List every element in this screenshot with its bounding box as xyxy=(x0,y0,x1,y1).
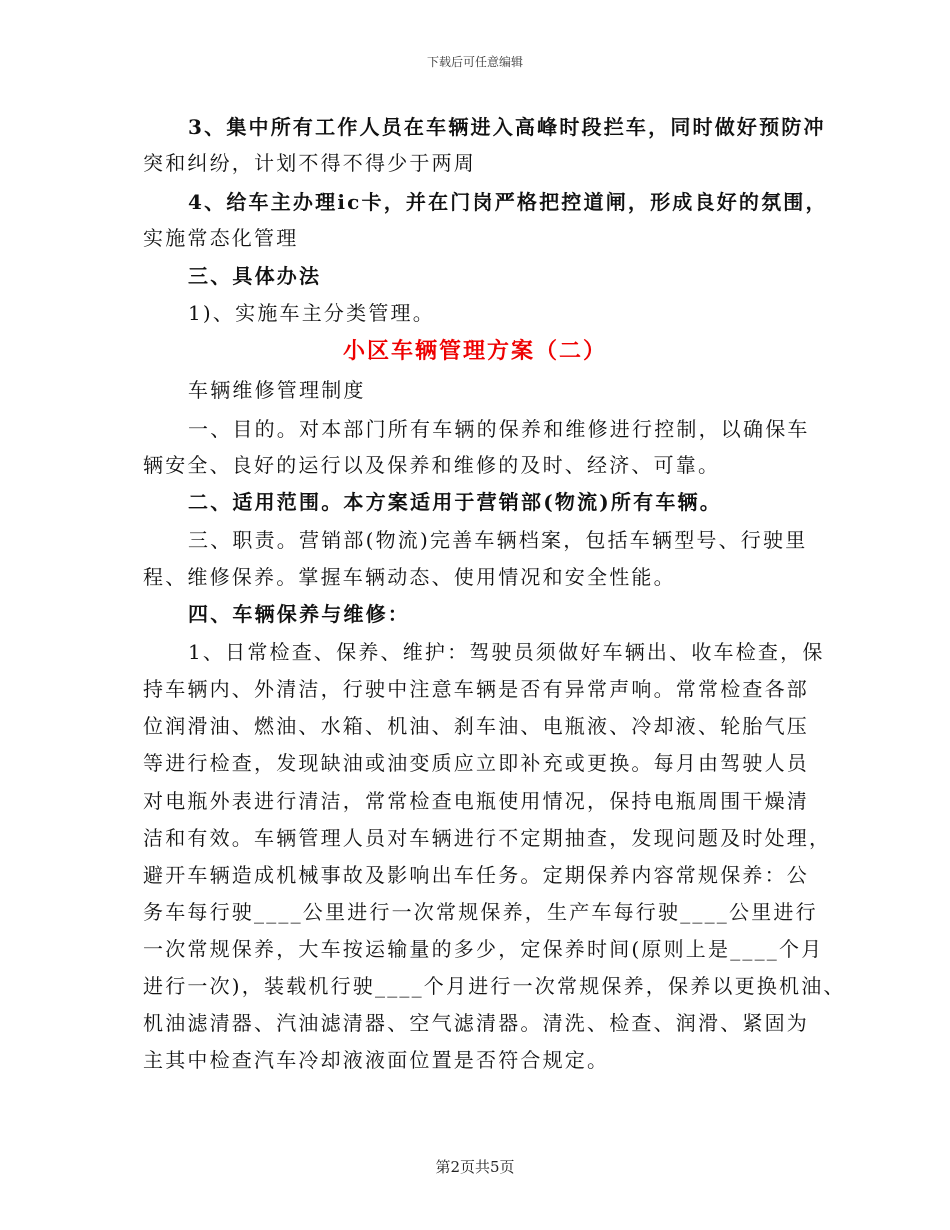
section-3-line-1: 三、职责。营销部(物流)完善车辆档案，包括车辆型号、行驶里 xyxy=(188,528,808,552)
document-title: 小区车辆管理方案（二） xyxy=(342,338,607,364)
para-4-line-2: 实施常态化管理 xyxy=(143,226,299,250)
section-4-line-6: 洁和有效。车辆管理人员对车辆进行不定期抽查，发现问题及时处理， xyxy=(143,826,832,850)
section-4-line-5: 对电瓶外表进行清洁，常常检查电瓶使用情况，保持电瓶周围干燥清 xyxy=(143,789,809,813)
section-4-line-9: 一次常规保养，大车按运输量的多少，定保养时间(原则上是____个月 xyxy=(143,937,824,961)
section-1-line-1: 一、目的。对本部门所有车辆的保养和维修进行控制，以确保车 xyxy=(188,417,810,441)
para-4-line-1: 4、给车主办理ic卡，并在门岗严格把控道闸，形成良好的氛围， xyxy=(188,190,828,214)
item-1: 1)、实施车主分类管理。 xyxy=(188,301,435,325)
subtitle: 车辆维修管理制度 xyxy=(188,378,366,402)
section-1-line-2: 辆安全、良好的运行以及保养和维修的及时、经济、可靠。 xyxy=(143,453,721,477)
section-4-line-10: 进行一次)，装载机行驶____个月进行一次常规保养，保养以更换机油、 xyxy=(143,974,846,998)
section-4-line-4: 等进行检查，发现缺油或油变质应立即补充或更换。每月由驾驶人员 xyxy=(143,751,809,775)
section-4-line-2: 持车辆内、外清洁，行驶中注意车辆是否有异常声响。常常检查各部 xyxy=(143,677,809,701)
section-2-line-1: 二、适用范围。本方案适用于营销部(物流)所有车辆。 xyxy=(188,490,722,514)
section-4-line-1: 1、日常检查、保养、维护：驾驶员须做好车辆出、收车检查，保 xyxy=(188,640,825,664)
section-4-line-12: 主其中检查汽车冷却液液面位置是否符合规定。 xyxy=(143,1048,610,1072)
section-4-line-3: 位润滑油、燃油、水箱、机油、刹车油、电瓶液、冷却液、轮胎气压 xyxy=(143,714,809,738)
para-3-line-2: 突和纠纷，计划不得不得少于两周 xyxy=(143,151,476,175)
section-4-line-8: 务车每行驶____公里进行一次常规保养，生产车每行驶____公里进行 xyxy=(143,900,818,924)
section-3-heading: 三、具体办法 xyxy=(188,264,322,288)
para-3-line-1: 3、集中所有工作人员在车辆进入高峰时段拦车，同时做好预防冲 xyxy=(188,115,826,139)
section-4-line-7: 避开车辆造成机械事故及影响出车任务。定期保养内容常规保养：公 xyxy=(143,863,809,887)
section-3-line-2: 程、维修保养。掌握车辆动态、使用情况和安全性能。 xyxy=(143,565,676,589)
section-4-line-11: 机油滤清器、汽油滤清器、空气滤清器。清洗、检查、润滑、紧固为 xyxy=(143,1011,809,1035)
page-header: 下载后可任意编辑 xyxy=(426,55,523,69)
section-4-heading: 四、车辆保养与维修： xyxy=(188,602,410,626)
page-footer: 第2页共5页 xyxy=(435,1158,515,1176)
